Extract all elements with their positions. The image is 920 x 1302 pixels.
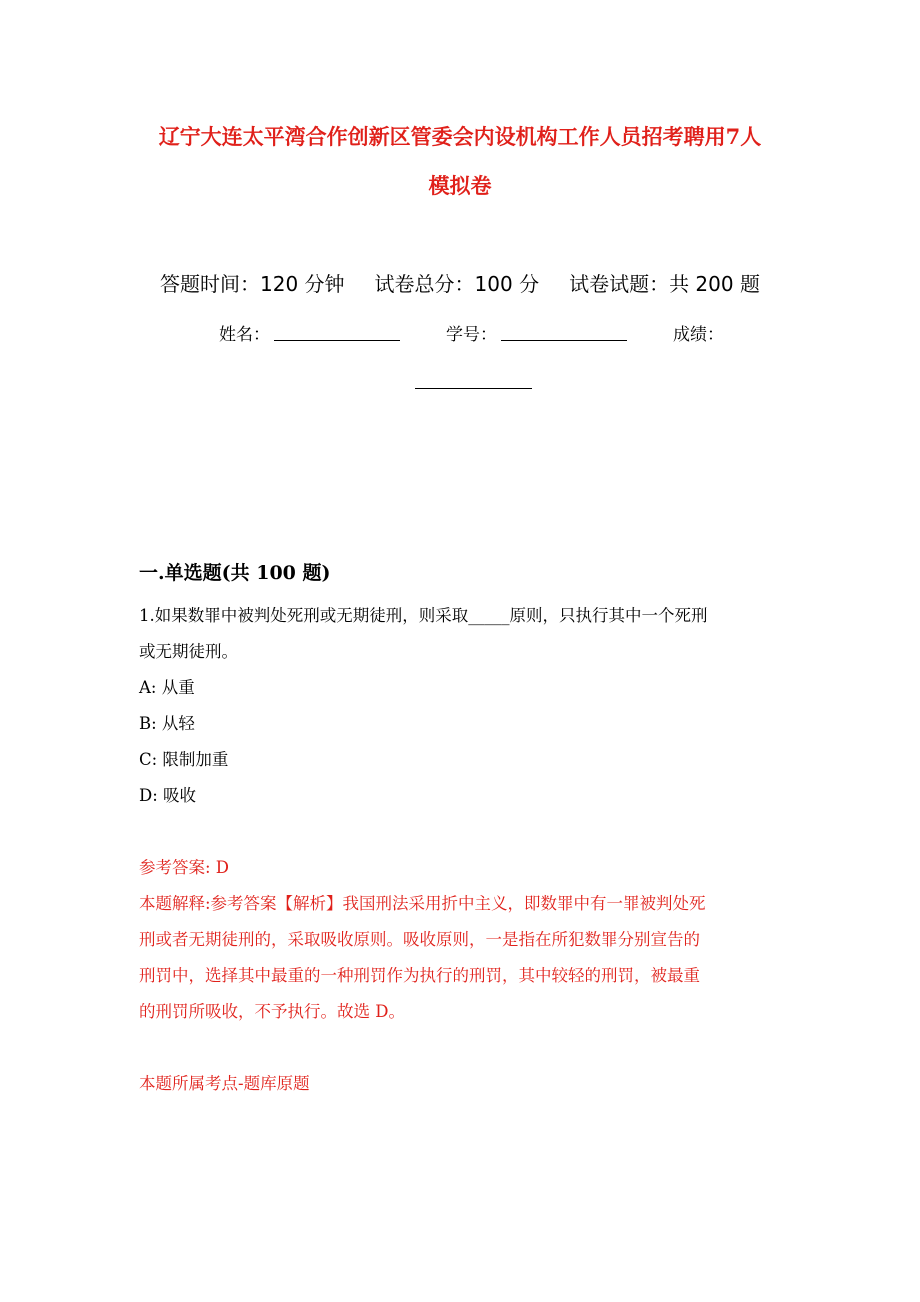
explanation-line-2: 刑或者无期徒刑的，采取吸收原则。吸收原则，一是指在所犯数罪分别宣告的 bbox=[139, 930, 700, 949]
exam-time: 答题时间：120 分钟 bbox=[160, 272, 345, 296]
explanation-line-1: 本题解释:参考答案【解析】我国刑法采用折中主义，即数罪中有一罪被判处死 bbox=[139, 894, 706, 913]
reference-answer: 参考答案: D bbox=[139, 858, 230, 877]
explanation-line-4: 的刑罚所吸收，不予执行。故选 D。 bbox=[139, 1002, 405, 1021]
exam-total-score: 试卷总分：100 分 bbox=[374, 272, 540, 296]
document-title-line-1: 辽宁大连太平湾合作创新区管委会内设机构工作人员招考聘用7人 bbox=[158, 124, 762, 149]
exam-meta bbox=[0, 268, 920, 297]
name-blank[interactable] bbox=[274, 340, 400, 341]
explanation-line-3: 刑罚中，选择其中最重的一种刑罚作为执行的刑罚，其中较轻的刑罚，被最重 bbox=[139, 966, 700, 985]
question-source: 本题所属考点-题库原题 bbox=[139, 1074, 310, 1093]
option-c: C: 限制加重 bbox=[139, 750, 229, 769]
student-id-blank[interactable] bbox=[501, 340, 627, 341]
option-d: D: 吸收 bbox=[139, 786, 197, 805]
option-b: B: 从轻 bbox=[139, 714, 195, 733]
question-stem-line-1: 1.如果数罪中被判处死刑或无期徒刑，则采取_____原则，只执行其中一个死刑 bbox=[139, 606, 708, 625]
score-blank[interactable] bbox=[415, 388, 532, 389]
section-title: 一.单选题(共 100 题) bbox=[139, 562, 331, 584]
name-label: 姓名： bbox=[219, 325, 270, 345]
option-a: A: 从重 bbox=[139, 678, 195, 697]
exam-question-count: 试卷试题：共 200 题 bbox=[569, 272, 760, 296]
score-label: 成绩： bbox=[673, 325, 724, 345]
student-id-label: 学号： bbox=[446, 325, 497, 345]
document-title-line-2: 模拟卷 bbox=[428, 173, 492, 198]
question-stem-line-2: 或无期徒刑。 bbox=[139, 642, 238, 661]
